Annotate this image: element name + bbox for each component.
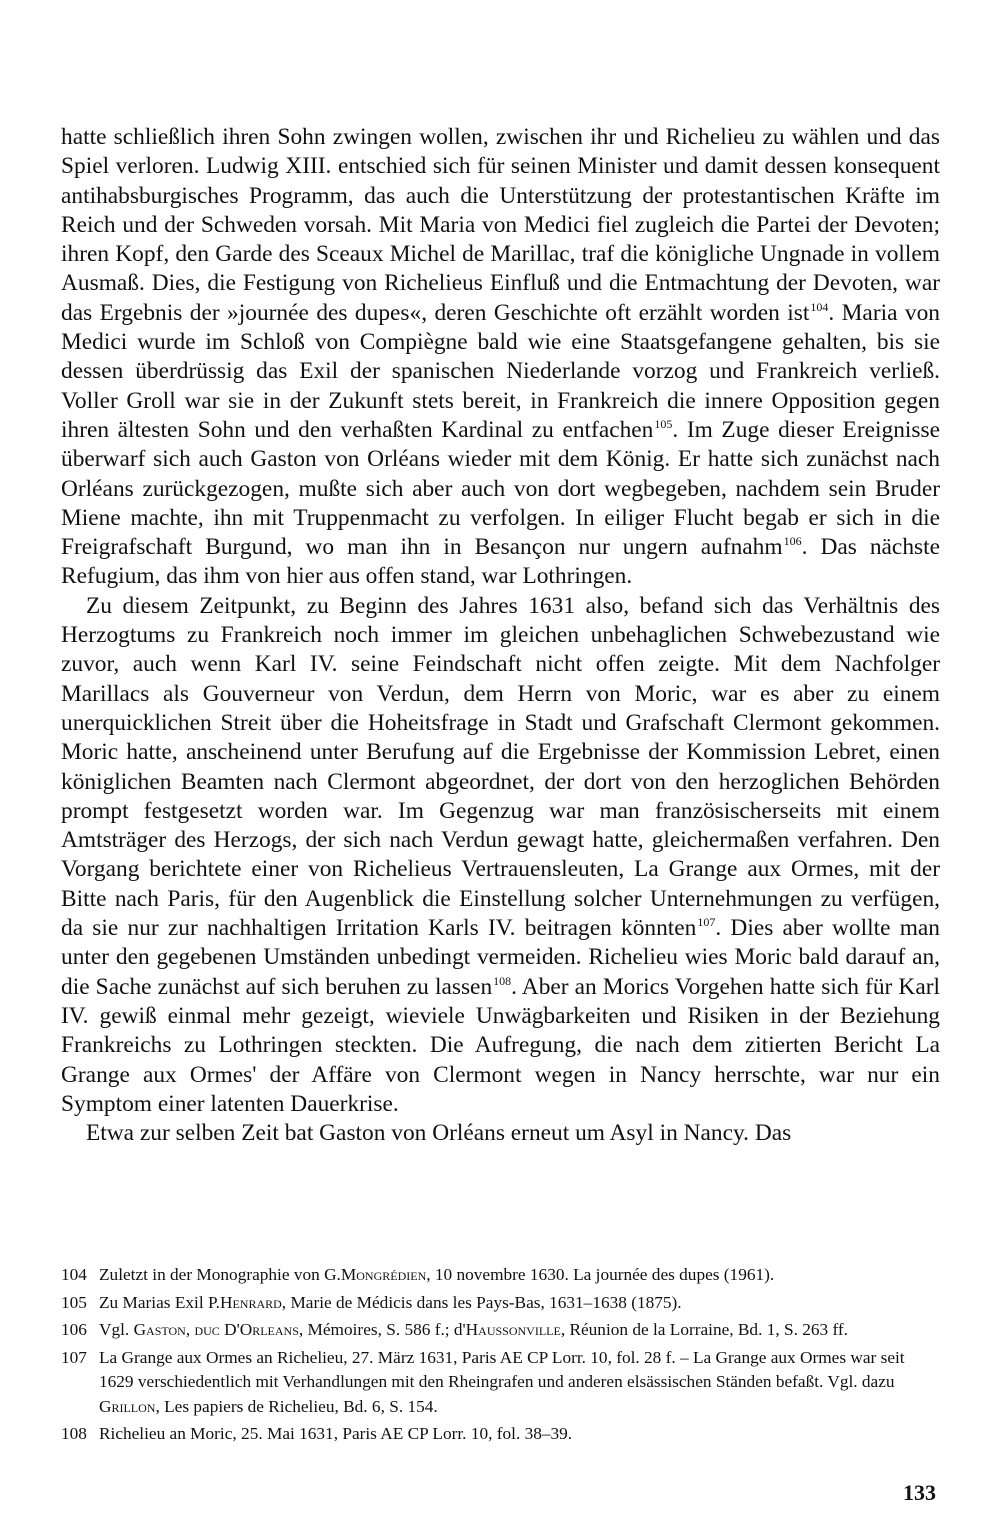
text-segment: . Das nächste Refugium, das ihm von hier aus offen stand, war Lothringen.	[61, 534, 940, 590]
footnote-reference[interactable]: 105	[654, 416, 673, 431]
footnote-reference[interactable]: 104	[810, 299, 829, 314]
footnote-reference[interactable]: 107	[697, 915, 716, 930]
author-name: Grillon	[99, 1396, 156, 1416]
footnote-text	[99, 1291, 940, 1316]
footnote-text-part: Richelieu an Moric, 25. Mai 1631, Paris AE CP Lorr. 10, fol. 38–39.	[99, 1424, 573, 1443]
text-segment: . Im Zuge dieser Ereignisse überwarf sich auch Gaston von Orléans wieder mit dem König. Er hatte sich zunächst nach Orléans zurückgezogen, mußte sich aber auch von dort wegbegeben, nachdem sein Bruder Miene machte, ihn mit Truppenmacht zu verfolgen. In eiliger Flucht begab er sich in die Freigrafschaft Burgund, wo man ihn in Besançon nur ungern aufnahm	[61, 416, 940, 561]
footnote-text-part: , Mémoires, S. 586 f.; d'	[298, 1320, 466, 1339]
footnotes	[61, 1263, 940, 1450]
text-segment: hatte schließlich ihren Sohn zwingen wollen, zwischen ihr und Richelieu zu wählen und das Spiel verloren. Ludwig XIII. entschied sich für seinen Minister und damit dessen konsequent antihabsburgisches Programm, das auch die Unterstützung der protestantischen Kräfte im Reich und der Schweden vorsah. Mit Maria von Medici fiel zugleich die Partei der Devoten; ihren Kopf, den Garde des Sceaux Michel de Marillac, traf die königliche Ungnade in vollem Ausmaß. Dies, die Festigung von Richelieus Einfluß und die Entmachtung der Devoten, war das Ergebnis der »journée des dupes«, deren Geschichte oft erzählt worden ist	[61, 124, 940, 326]
author-name: Haussonville	[465, 1320, 561, 1339]
footnote	[61, 1346, 940, 1420]
footnote-text	[99, 1422, 940, 1447]
paragraph	[61, 123, 940, 592]
author-name: Mongrédien	[340, 1265, 427, 1284]
page-number: 133	[903, 1480, 936, 1505]
footnote-text-part: Zuletzt in der Monographie von G.	[99, 1265, 341, 1284]
text-segment: Zu diesem Zeitpunkt, zu Beginn des Jahres 1631 also, befand sich das Verhältnis des Herzogtums zu Frankreich noch immer im gleichen unbehaglichen Schwebezustand wie zuvor, auch wenn Karl IV. seine Feindschaft nicht offen zeigte. Mit dem Nachfolger Marillacs als Gouverneur von Verdun, dem Herrn von Moric, war es aber zu einem unerquicklichen Streit über die Hoheitsfrage in Stadt und Grafschaft Clermont gekommen. Moric hatte, anscheinend unter Berufung auf die Ergebnisse der Kommission Lebret, einen königlichen Beamten nach Clermont abgeordnet, der dort von den herzoglichen Behörden prompt festgesetzt worden war. Im Gegenzug war man französischerseits mit einem Amtsträger des Herzogs, der sich nach Verdun gewagt hatte, gleichermaßen verfahren. Den Vorgang berichtete einer von Richelieus Vertrauensleuten, La Grange aux Ormes, mit der Bitte nach Paris, für den Augenblick die Einstellung solcher Unternehmungen zu verfügen, da sie nur zur nachhaltigen Irritation Karls IV. beitragen könnten	[61, 592, 940, 942]
footnote-text	[99, 1346, 940, 1420]
paragraph	[61, 1119, 940, 1148]
footnote-number: 104	[61, 1265, 87, 1284]
author-name: Henrard	[219, 1292, 282, 1312]
footnote	[61, 1318, 940, 1343]
footnote-reference[interactable]: 108	[493, 973, 512, 988]
footnote-text-part: Vgl.	[99, 1320, 134, 1339]
footnote-text	[99, 1263, 940, 1288]
footnote-text-part: , Les papiers de Richelieu, Bd. 6, S. 154.	[155, 1396, 438, 1416]
footnote-number: 106	[61, 1320, 87, 1339]
footnote-text-part: , 10 novembre 1630. La journée des dupes (1961).	[426, 1265, 775, 1284]
author-name: Gaston, duc D'Orleans	[133, 1320, 299, 1339]
text-segment: . Aber an Morics Vorgehen hatte sich für Karl IV. gewiß einmal mehr gezeigt, wieviele Unwägbarkeiten und Risiken in der Beziehung Frankreichs zu Lothringen steckten. Die Aufregung, die nach dem zitierten Bericht La Grange aux Ormes' der Affäre von Clermont wegen in Nancy herrschte, war nur ein Symptom einer latenten Dauerkrise.	[61, 973, 940, 1117]
footnote	[61, 1422, 940, 1447]
footnote	[61, 1291, 940, 1316]
footnote-text-part: , Réunion de la Lorraine, Bd. 1, S. 263 ff.	[560, 1320, 849, 1339]
footnote-text-part: La Grange aux Ormes an Richelieu, 27. März 1631, Paris AE CP Lorr. 10, fol. 28 f. – La Grange aux Ormes war seit 1629 verschiedentlich mit Verhandlungen mit den Rheingrafen und anderen elsässischen Ständen befaßt. Vgl. dazu	[99, 1347, 905, 1391]
text-segment: . Dies aber wollte man unter den gegebenen Umständen unbedingt vermeiden. Richelieu wies Moric bald darauf an, die Sache zunächst auf sich beruhen zu lassen	[61, 915, 940, 1000]
footnote-reference[interactable]: 106	[783, 534, 802, 549]
footnote-text-part: Zu Marias Exil P.	[99, 1292, 220, 1312]
body-text	[61, 123, 940, 1148]
footnote-number: 105	[61, 1292, 87, 1312]
text-segment: Etwa zur selben Zeit bat Gaston von Orléans erneut um Asyl in Nancy. Das	[86, 1120, 792, 1147]
text-segment: . Maria von Medici wurde im Schloß von Compiègne bald wie eine Staatsgefangene gehalten, bis sie dessen überdrüssig das Exil der spanischen Niederlande vorzog und Frankreich verließ. Voller Groll war sie in der Zukunft stets bereit, in Frankreich die innere Opposition gegen ihren ältesten Sohn und den verhaßten Kardinal zu entfachen	[61, 299, 941, 443]
footnote-text-part: , Marie de Médicis dans les Pays-Bas, 1631–1638 (1875).	[281, 1292, 682, 1312]
footnote-number: 107	[61, 1347, 87, 1367]
paragraph	[61, 592, 940, 1119]
footnote-number: 108	[61, 1424, 87, 1443]
footnote	[61, 1263, 940, 1288]
footnote-text	[99, 1318, 940, 1343]
